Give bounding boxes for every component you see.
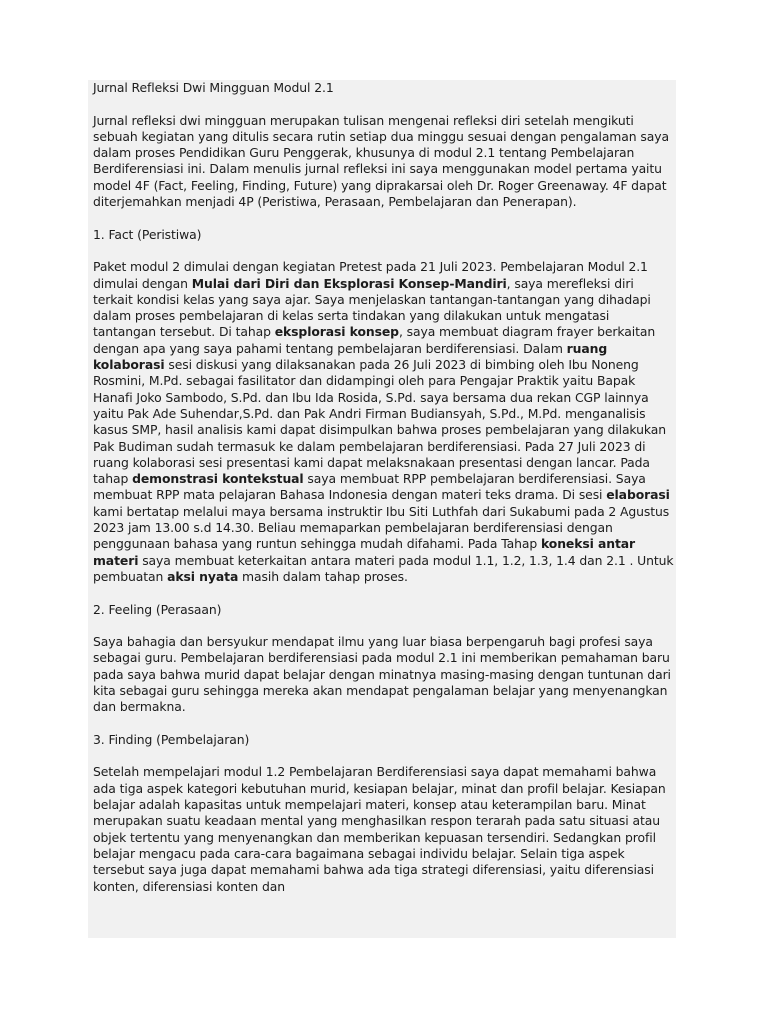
fact-bold-term: demonstrasi kontekstual	[132, 471, 304, 487]
fact-bold-term: Mulai dari Diri dan Eksplorasi Konsep-Mandiri	[191, 275, 507, 291]
feeling-heading: 2. Feeling (Perasaan)	[93, 601, 222, 617]
finding-heading: 3. Finding (Pembelajaran)	[93, 731, 250, 747]
fact-text: masih dalam tahap proses.	[238, 568, 408, 584]
intro-paragraph: Jurnal refleksi dwi mingguan merupakan tulisan mengenai refleksi diri setelah mengikuti sebuah kegiatan yang ditulis secara rutin setiap dua minggu sesuai dengan pengalaman saya dalam proses Pendidikan Guru Penggerak, khusunya di modul 2.1 tentang Pembelajaran Berdiferensiasi ini. Dalam menulis jurnal refleksi ini saya menggunakan model pertama yaitu model 4F (Fact, Feeling, Finding, Future) yang diprakarsai oleh Dr. Roger Greenaway. 4F dapat diterjemahkan menjadi 4P (Peristiwa, Perasaan, Pembelajaran dan Penerapan).	[93, 112, 669, 210]
fact-bold-term: elaborasi	[606, 487, 670, 503]
fact-text: , saya merefleksi diri terkait kondisi kelas yang saya ajar. Saya menjelaskan tantangan-tantangan yang dihadapi dalam proses pembelajaran di kelas serta tindakan yang dilakukan untuk mengatasi tantangan tersebut. Di tahap	[93, 275, 651, 340]
fact-paragraph	[93, 259, 676, 585]
document-page	[88, 80, 676, 938]
fact-bold-term: koneksi antar materi	[93, 536, 636, 568]
document-body	[88, 80, 676, 895]
fact-bold-term: eksplorasi konsep	[274, 324, 399, 340]
feeling-paragraph: Saya bahagia dan bersyukur mendapat ilmu yang luar biasa berpengaruh bagi profesi saya sebagai guru. Pembelajaran berdiferensiasi pada modul 2.1 ini memberikan pemahaman baru pada saya bahwa murid dapat belajar dengan minatnya masing-masing dengan tuntunan dari kita sebagai guru sehingga mereka akan mendapat pengalaman belajar yang menyenangkan dan bermakna.	[93, 634, 671, 715]
fact-bold-term: ruang kolaborasi	[93, 340, 608, 373]
finding-paragraph: Setelah mempelajari modul 1.2 Pembelajaran Berdiferensiasi saya dapat memahami bahwa ada tiga aspek kategori kebutuhan murid, kesiapan belajar, minat dan profil belajar. Kesiapan belajar adalah kapasitas untuk mempelajari materi, konsep atau keterampilan baru. Minat merupakan suatu keadaan mental yang menghasilkan respon terarah pada satu situasi atau objek tertentu yang menyenangkan dan memberikan kepuasan tersendiri. Sedangkan profil belajar mengacu pada cara-cara bagaimana sebagai individu belajar. Selain tiga aspek tersebut saya juga dapat memahami bahwa ada tiga strategi diferensiasi, yaitu diferensiasi konten, diferensiasi konten dan	[93, 764, 666, 894]
fact-bold-term: aksi nyata	[167, 568, 239, 584]
fact-text: sesi diskusi yang dilaksanakan pada 26 Juli 2023 di bimbing oleh Ibu Noneng Rosmini, M.Pd. sebagai fasilitator dan didampingi oleh para Pengajar Praktik yaitu Bapak Hanafi Joko Sambodo, S.Pd. dan Ibu Ida Rosida, S.Pd. saya bersama dua rekan CGP lainnya yaitu Pak Ade Suhendar,S.Pd. dan Pak Andri Firman Budiansyah, S.Pd., M.Pd. menganalisis kasus SMP, hasil analisis kami dapat disimpulkan bahwa proses pembelajaran yang dilakukan Pak Budiman sudah termasuk ke dalam pembelajaran berdiferensiasi. Pada 27 Juli 2023 di ruang kolaborasi sesi presentasi kami dapat melaksnakaan presentasi dengan lancar. Pada tahap	[93, 357, 666, 487]
fact-text: , saya membuat diagram frayer berkaitan dengan apa yang saya pahami tentang pembelajaran berdiferensiasi. Dalam	[93, 324, 656, 356]
fact-text: saya membuat RPP pembelajaran berdiferensiasi. Saya membuat RPP mata pelajaran Bahasa Indonesia dengan materi teks drama. Di sesi	[93, 471, 646, 503]
document-title: Jurnal Refleksi Dwi Mingguan Modul 2.1	[93, 80, 334, 95]
fact-text: Paket modul 2 dimulai dengan kegiatan Pretest pada 21 Juli 2023. Pembelajaran Modul 2.1 dimulai dengan	[93, 259, 648, 291]
fact-heading: 1. Fact (Peristiwa)	[93, 226, 202, 242]
fact-text: saya membuat keterkaitan antara materi pada modul 1.1, 1.2, 1.3, 1.4 dan 2.1 . Untuk pembuatan	[93, 552, 674, 584]
fact-text: kami bertatap melalui maya bersama instruktir Ibu Siti Luthfah dari Sukabumi pada 2 Agustus 2023 jam 13.00 s.d 14.30. Beliau memaparkan pembelajaran berdiferensiasi dengan penggunaan bahasa yang runtun sehingga mudah difahami. Pada Tahap	[93, 503, 670, 552]
